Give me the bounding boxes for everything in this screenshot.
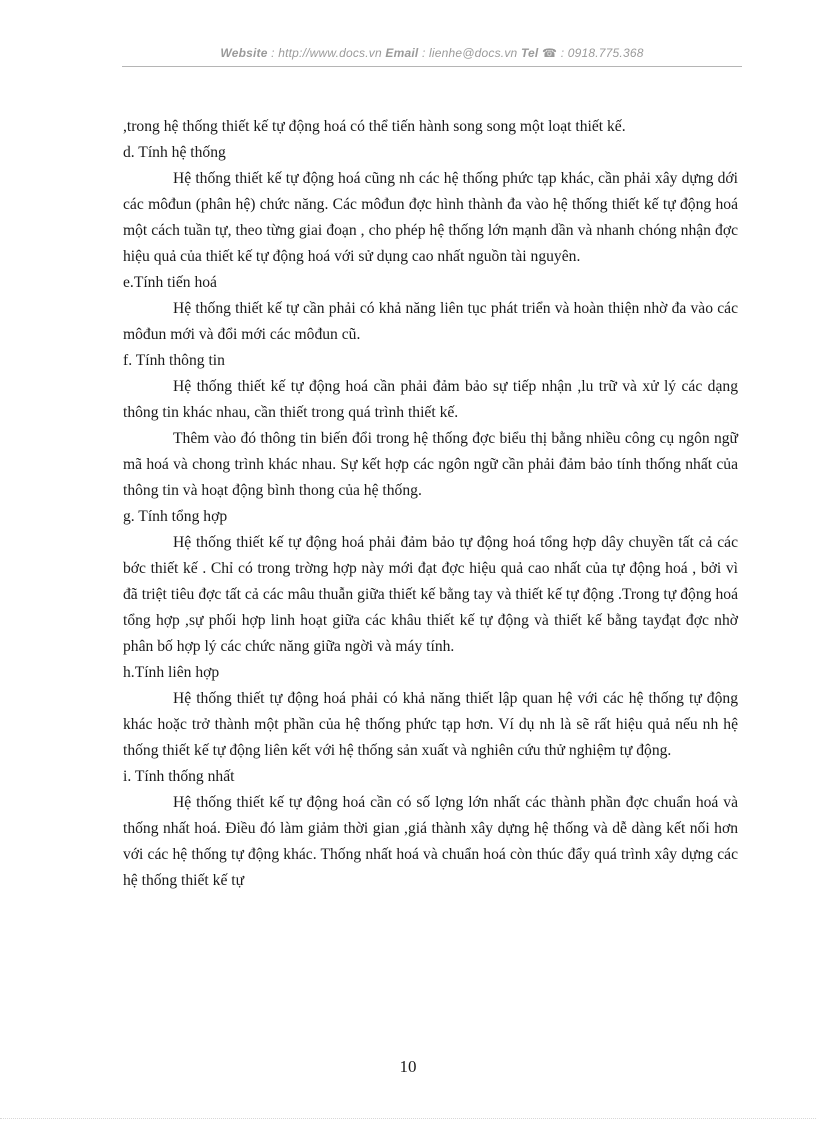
section-heading: i. Tính thống nhất (123, 768, 235, 785)
body-paragraph: Hệ thống thiết kế tự động hoá cũng nh các hệ thống phức tạp khác, cần phải xây dựng dới các môđun (phân hệ) chức năng. Các môđun đợc hình thành đa vào hệ thống thiết kế tự động hoá một cách tuần tự, theo từng giai đoạn , cho phép hệ thống lớn mạnh dần và nhanh chóng nhận đợc hiệu quả của thiết kế tự động hoá với sử dụng cao nhất nguồn tài nguyên. (123, 170, 738, 265)
section-heading: d. Tính hệ thống (123, 144, 226, 161)
section-heading: g. Tính tổng hợp (123, 508, 228, 525)
tel-number: ☎ : 0918.775.368 (542, 46, 644, 60)
page-bottom-edge (0, 1118, 816, 1119)
body-paragraph: Hệ thống thiết kế tự động hoá cần phải đảm bảo sự tiếp nhận ,lu trữ và xử lý các dạng thông tin khác nhau, cần thiết trong quá trình thiết kế. (123, 378, 738, 421)
body-paragraph: Hệ thống thiết kế tự động hoá cần có số lợng lớn nhất các thành phần đợc chuẩn hoá và thống nhất hoá. Điều đó làm giảm thời gian ,giá thành xây dựng hệ thống và dễ dàng kết nối hơn với các hệ thống tự động khác. Thống nhất hoá và chuẩn hoá còn thúc đẩy quá trình xây dựng các hệ thống thiết kế tự (123, 794, 738, 889)
website-url[interactable]: : http://www.docs.vn (271, 46, 382, 60)
body-paragraph: ,trong hệ thống thiết kế tự động hoá có thể tiến hành song song một loạt thiết kế. (123, 118, 626, 135)
body-paragraph: Hệ thống thiết kế tự cần phải có khả năng liên tục phát triển và hoàn thiện nhờ đa vào các môđun mới và đổi mới các môđun cũ. (123, 300, 738, 343)
body-paragraph: Hệ thống thiết tự động hoá phải có khả năng thiết lập quan hệ với các hệ thống tự động khác hoặc trở thành một phần của hệ thống phức tạp hơn. Ví dụ nh là sẽ rất hiệu quả nếu nh hệ thống thiết kế tự động liên kết với hệ thống sản xuất và nghiên cứu thử nghiệm tự động. (123, 690, 738, 759)
header-divider (122, 66, 742, 67)
document-body (123, 114, 738, 894)
body-paragraph: Thêm vào đó thông tin biến đổi trong hệ thống đợc biểu thị bằng nhiều công cụ ngôn ngữ mã hoá và chong trình khác nhau. Sự kết hợp các ngôn ngữ cần phải đảm bảo tính thống nhất của thông tin và hoạt động bình thong của hệ thống. (123, 430, 738, 499)
email-address[interactable]: : lienhe@docs.vn (421, 46, 518, 60)
section-heading: h.Tính liên hợp (123, 664, 220, 681)
email-label: Email (385, 46, 419, 60)
body-paragraph: Hệ thống thiết kế tự động hoá phải đảm bảo tự động hoá tổng hợp dây chuyền tất cả các bớc thiết kế . Chỉ có trong trờng hợp này mới đạt đợc hiệu quả cao nhất của tự động hoá , bởi vì đã triệt tiêu đợc tất cả các mâu thuẫn giữa thiết kế bằng tay và thiết kế tự động .Trong tự động hoá tổng hợp ,sự phối hợp linh hoạt giữa các khâu thiết kế tự động và thiết kế bằng tayđạt đợc nhờ phân bố hợp lý các chức năng giữa ngời và máy tính. (123, 534, 738, 655)
page-number: 10 (399, 1057, 417, 1076)
tel-label: Tel (520, 46, 539, 60)
page-header (122, 46, 742, 60)
section-heading: e.Tính tiến hoá (123, 274, 217, 291)
section-heading: f. Tính thông tin (123, 352, 225, 369)
website-label: Website (220, 46, 268, 60)
